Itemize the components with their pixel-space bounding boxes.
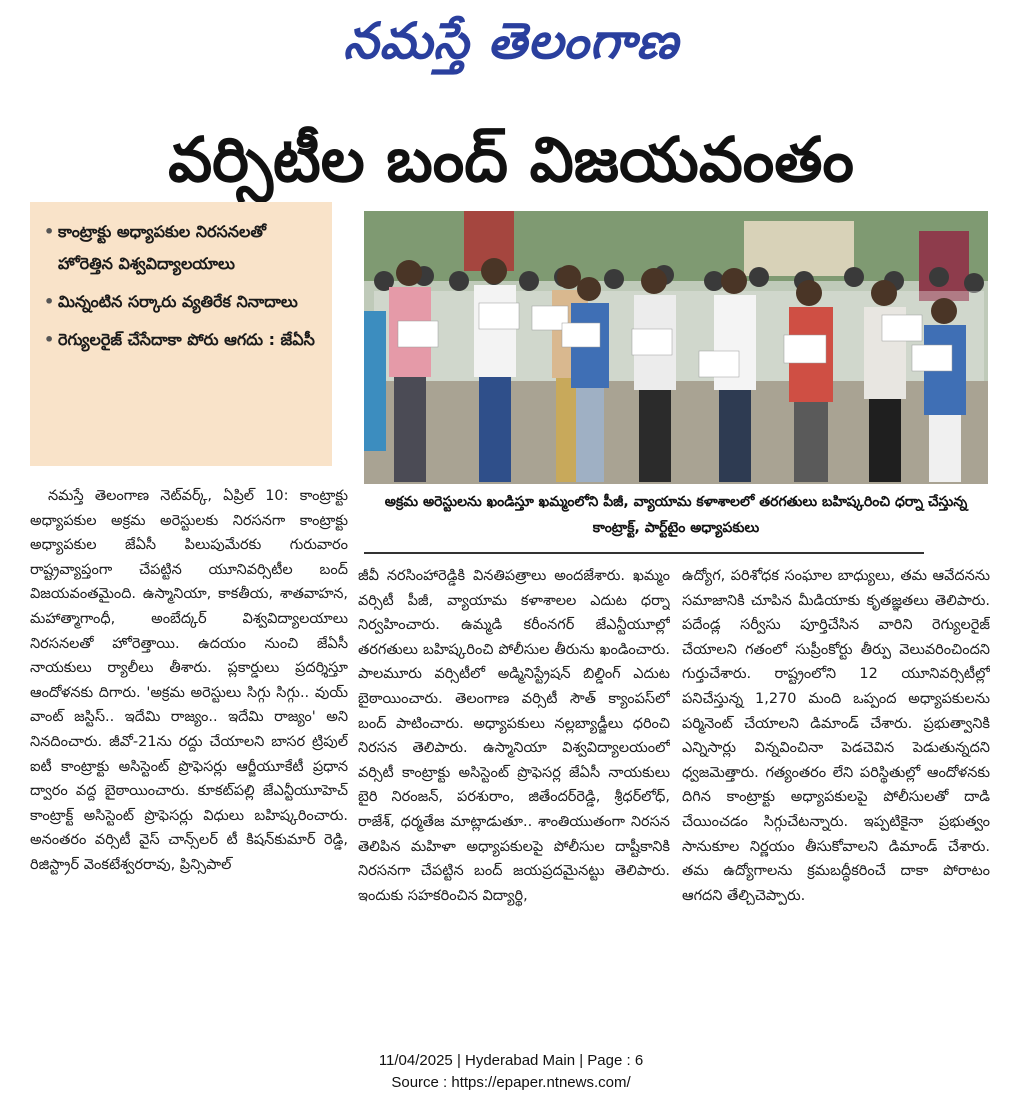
- article-column-3: [682, 564, 990, 1034]
- highlight-item: [44, 286, 322, 318]
- highlight-text: రెగ్యులరైజ్ చేసేదాకా పోరు ఆగదు : జేఏసీ: [58, 330, 315, 349]
- newspaper-masthead: నమస్తే తెలంగాణ: [343, 12, 679, 70]
- bullet-icon: •: [44, 222, 55, 241]
- edition-info: 11/04/2025 | Hyderabad Main | Page : 6: [378, 1052, 644, 1069]
- article-text: ఉద్యోగ, పరిశోధక సంఘాల బాధ్యులు, తమ ఆవేదనను సమాజానికి చూపిన మీడియాకు కృతజ్ఞతలు తెలిపారు. పదేండ్ల సర్వీసు పూర్తిచేసిన వారిని రెగ్యులరైజ్ చేయాలని గతంలో సుప్రీంకోర్టు తీర్పు వెలువరించిందని గుర్తుచేశారు. రాష్ట్రంలోని 12 యూనివర్సిటీల్లో పనిచేస్తున్న 1,270 మంది ఒప్పంద అధ్యాపకులను పర్మినెంట్ చేయాలని డిమాండ్ చేశారు. ప్రభుత్వానికి ఎన్నిసార్లు విన్నవించినా పెడచెవిన పెడుతున్నదని ధ్వజమెత్తారు. గత్యంతరం లేని పరిస్థితుల్లో ఆందోళనకు దిగిన కాంట్రాక్టు అధ్యాపకులపై పోలీసులతో దాడి చేయించడం సిగ్గుచేటన్నారు. ఇప్పటికైనా ప్రభుత్వం సానుకూల నిర్ణయం తీసుకోవాలని డిమాండ్ చేశారు. తమ ఉద్యోగాలను క్రమబద్ధీకరించే దాకా పోరాటం ఆగదని తేల్చిచెప్పారు.: [682, 568, 990, 904]
- article-column-1: [30, 484, 348, 1036]
- article-text: జీవీ నరసింహారెడ్డికి వినతిపత్రాలు అందజేశారు. ఖమ్మం వర్సిటీ పీజీ, వ్యాయామ కళాశాలల ఎదుట ధర్నా నిర్వహించారు. ఉమ్మడి కరీంనగర్ జేఎన్టీయూల్లో తరగతులు బహిష్కరించి పోలీసుల తీరును ఖండించారు. పాలమూరు వర్సిటీలో అడ్మినిస్ట్రేషన్ బిల్డింగ్ ఎదుట బైఠాయించారు. తెలంగాణ వర్సిటీ సౌత్ క్యాంపస్‌లో బంద్ పాటించారు. అధ్యాపకులు నల్లబ్యాడ్జీలు ధరించి నిరసన తెలిపారు. ఉస్మానియా విశ్వవిద్యాలయంలో వర్సిటీ కాంట్రాక్టు అసిస్టెంట్ ప్రొఫెసర్ల జేఏసీ నాయకులు బైరి నిరంజన్, పరశురాం, జితేందర్‌రెడ్డి, శ్రీధర్‌లోధ్, రాజేశ్, ధర్మతేజ మాట్లాడుతూ.. శాంతియుతంగా నిరసన తెలిపిన మహిళా అధ్యాపకులపై పోలీసుల దాష్టీకానికి నిరసనగా చేపట్టిన బంద్ జయప్రదమైనట్టు తెలిపారు. ఇందుకు సహకరించిన విద్యార్థి,: [358, 568, 670, 904]
- protest-photo: [364, 211, 988, 484]
- caption-divider: [364, 552, 924, 554]
- highlight-text: మిన్నంటిన సర్కారు వ్యతిరేక నినాదాలు: [58, 292, 298, 311]
- highlights-box: [30, 202, 332, 466]
- photo-caption: అక్రమ అరెస్టులను ఖండిస్తూ ఖమ్మంలోని పీజీ, వ్యాయామ కళాశాలలో తరగతులు బహిష్కరించి ధర్నా చేస్తున్న కాంట్రాక్ట్, పార్ట్‌టైం అధ్యాపకులు: [384, 494, 968, 536]
- bullet-icon: •: [44, 330, 55, 349]
- highlight-item: [44, 216, 322, 280]
- highlight-text: కాంట్రాక్టు అధ్యాపకుల నిరసనలతో హోరెత్తిన విశ్వవిద్యాలయాలు: [58, 222, 266, 273]
- bullet-icon: •: [44, 292, 55, 311]
- page-headline: వర్సిటీల బంద్ విజయవంతం: [168, 123, 854, 196]
- article-column-2: [358, 564, 670, 1034]
- article-text: నమస్తే తెలంగాణ నెట్‌వర్క్, ఏప్రిల్ 10: కాంట్రాక్టు అధ్యాపకుల అక్రమ అరెస్టులకు నిరసనగా కాంట్రాక్టు అధ్యాపకుల జేఏసీ పిలుపుమేరకు గురువారం రాష్ట్రవ్యాప్తంగా చేపట్టిన యూనివర్సిటీల బంద్ విజయవంతమైంది. ఉస్మానియా, కాకతీయ, శాతవాహన, మహాత్మాగాంధీ, అంబేద్కర్ విశ్వవిద్యాలయాలు నిరసనలతో హోరెత్తాయి. ఉదయం నుంచి జేఏసీ నాయకులు ర్యాలీలు తీశారు. ప్లకార్డులు ప్రదర్శిస్తూ ఆందోళనకు దిగారు. 'అక్రమ అరెస్టులు సిగ్గు సిగ్గు.. వుయ్ వాంట్ జస్టిస్.. ఇదేమి రాజ్యం.. ఇదేమి రాజ్యం' అని నినదించారు. జీవో-21ను రద్దు చేయాలని బాసర ట్రిపుల్ ఐటీ కాంట్రాక్టు అసిస్టెంట్ ప్రొఫెసర్లు ఆర్జీయూకేటీ ప్రధాన ద్వారం వద్ద బైఠాయించారు. కూకట్‌పల్లి జేఎన్టీయూహెచ్ కాంట్రాక్ట్ అసిస్టెంట్ ప్రొఫెసర్లు విధులు బహిష్కరించారు. అనంతరం వర్సిటీ వైస్ చాన్స్‌లర్ టీ కిషన్‌కుమార్ రెడ్డి, రిజిస్ట్రార్ వెంకటేశ్వరరావు, ప్రిన్సిపాల్: [30, 488, 348, 873]
- page-footer: [0, 1050, 1022, 1094]
- source-link[interactable]: Source : https://epaper.ntnews.com/: [391, 1074, 631, 1091]
- protest-photo-illustration: [364, 211, 988, 484]
- highlight-item: [44, 324, 322, 356]
